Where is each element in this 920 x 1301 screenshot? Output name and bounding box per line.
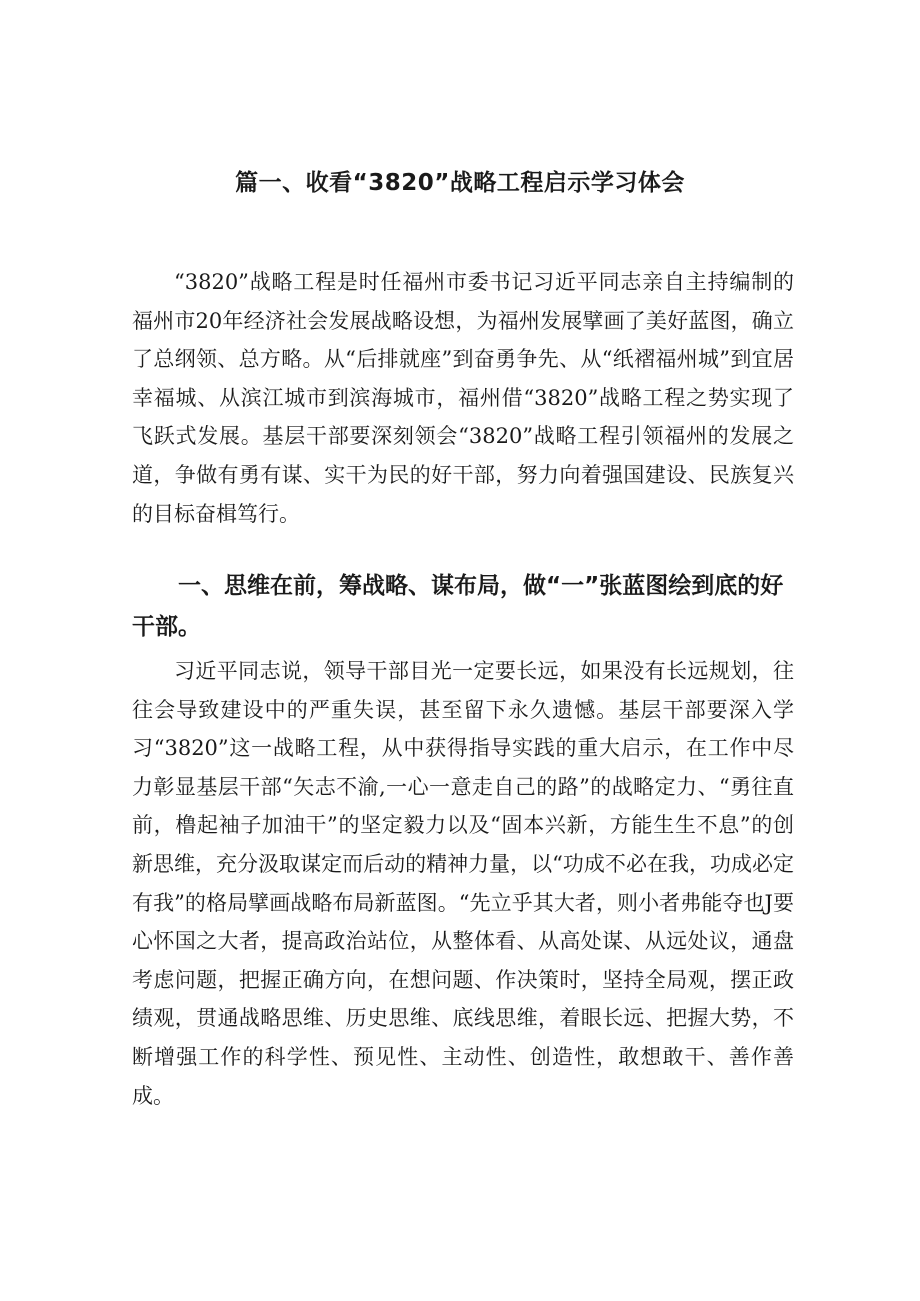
section-paragraph: 习近平同志说，领导干部目光一定要长远，如果没有长远规划，往往会导致建设中的严重失误，甚至留下永久遗憾。基层干部要深入学习“3820”这一战略工程，从中获得指导实践的重大启示，在工作中尽力彰显基层干部“矢志不渝,一心一意走自己的路”的战略定力、“勇往直前，橹起袖子加油干”的坚定毅力以及“固本兴新，方能生生不息”的创新思维，充分汲取谋定而后动的精神力量，以“功成不必在我，功成必定有我”的格局擘画战略布局新蓝图。“先立乎其大者，则小者弗能夺也J要心怀国之大者，提高政治站位，从整体看、从高处谋、从远处议，通盘考虑问题，把握正确方向，在想问题、作决策时，坚持全局观，摆正政绩观，贯通战略思维、历史思维、底线思维，着眼长远、把握大势，不断增强工作的科学性、预见性、主动性、创造性，敢想敢干、善作善成。 — [132, 659, 794, 1108]
document-title: 篇一、收看“3820”战略工程启示学习体会 — [235, 170, 685, 196]
intro-paragraph: “3820”战略工程是时任福州市委书记习近平同志亲自主持编制的福州市20年经济社会发展战略设想，为福州发展擘画了美好蓝图，确立了总纲领、总方略。从“后排就座”到奋勇争先、从“纸褶福州城”到宜居幸福城、从滨江城市到滨海城市，福州借“3820”战略工程之势实现了飞跃式发展。基层干部要深刻领会“3820”战略工程引领福州的发展之道，争做有勇有谋、实干为民的好干部，努力向着强国建设、民族复兴的目标奋楫笃行。 — [132, 270, 794, 526]
section-heading: 一、思维在前，筹战略、谋布局，做“一”张蓝图绘到底的好干部。 — [132, 573, 784, 640]
